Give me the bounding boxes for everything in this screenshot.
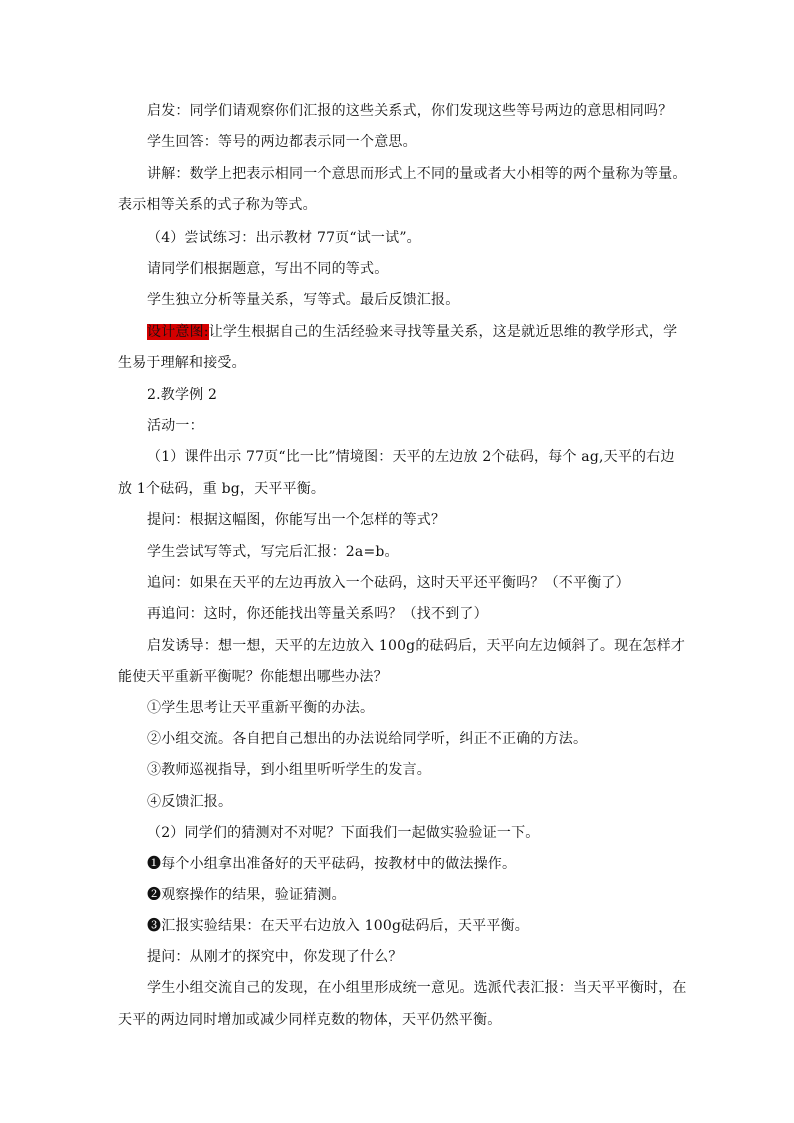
paragraph-activity-one: 活动一： bbox=[147, 418, 204, 434]
design-intent-label: 设计意图: bbox=[147, 324, 209, 340]
section-heading-example-2: 2.教学例 2 bbox=[147, 387, 218, 403]
paragraph-inspiration: 启发：同学们请观察你们汇报的这些关系式，你们发现这些等号两边的意思相同吗？ bbox=[147, 103, 673, 119]
paragraph-write-equations: 请同学们根据题意，写出不同的等式。 bbox=[147, 261, 389, 277]
paragraph-question: 提问：根据这幅图，你能写出一个怎样的等式？ bbox=[147, 512, 446, 528]
paragraph-explanation: 讲解：数学上把表示相同一个意思而形式上不同的量或者大小相等的两个量称为等量。 bbox=[147, 166, 687, 182]
list-item-observe: ❷观察操作的结果，验证猜测。 bbox=[147, 887, 346, 903]
paragraph-explanation-cont: 表示相等关系的式子称为等式。 bbox=[118, 197, 317, 213]
paragraph-guidance: 启发诱导：想一想，天平的左边放入 100g的砝码后，天平向左边倾斜了。现在怎样才 bbox=[147, 638, 686, 654]
design-intent-text: 让学生根据自己的生活经验来寻找等量关系，这是就近思维的教学形式，学 bbox=[208, 324, 678, 340]
paragraph-design-intent bbox=[147, 322, 677, 342]
paragraph-student-try: 学生尝试写等式，写完后汇报：2a=b。 bbox=[147, 544, 399, 560]
paragraph-practice: （4）尝试练习：出示教材 77页“试一试”。 bbox=[147, 230, 421, 246]
paragraph-student-answer: 学生回答：等号的两边都表示同一个意思。 bbox=[147, 134, 417, 150]
paragraph-discovery-question: 提问：从刚才的探究中，你发现了什么？ bbox=[147, 949, 403, 965]
list-item-take-balance: ❶每个小组拿出准备好的天平砝码，按教材中的做法操作。 bbox=[147, 856, 517, 872]
paragraph-follow-up: 追问：如果在天平的左边再放入一个砝码，这时天平还平衡吗？（不平衡了） bbox=[147, 575, 630, 591]
paragraph-guidance-cont: 能使天平重新平衡呢？你能想出哪些办法？ bbox=[118, 669, 388, 685]
list-item-think: ①学生思考让天平重新平衡的办法。 bbox=[147, 700, 375, 716]
paragraph-independent-analysis: 学生独立分析等量关系，写等式。最后反馈汇报。 bbox=[147, 292, 460, 308]
paragraph-experiment: （2）同学们的猜测对不对呢？下面我们一起做实验验证一下。 bbox=[147, 825, 540, 841]
list-item-teacher-guide: ③教师巡视指导，到小组里听听学生的发言。 bbox=[147, 762, 431, 778]
list-item-feedback: ④反馈汇报。 bbox=[147, 794, 233, 810]
paragraph-design-intent-cont: 生易于理解和接受。 bbox=[118, 355, 246, 371]
paragraph-group-discussion: 学生小组交流自己的发现，在小组里形成统一意见。选派代表汇报：当天平平衡时，在 bbox=[147, 980, 687, 996]
paragraph-courseware-cont: 放 1个砝码，重 bg，天平平衡。 bbox=[118, 481, 326, 497]
list-item-report-result: ❸汇报实验结果：在天平右边放入 100g砝码后，天平平衡。 bbox=[147, 918, 529, 934]
paragraph-follow-up-again: 再追问：这时，你还能找出等量关系吗？（找不到了） bbox=[147, 606, 488, 622]
paragraph-group-discussion-cont: 天平的两边同时增加或减少同样克数的物体，天平仍然平衡。 bbox=[118, 1012, 502, 1028]
list-item-group-exchange: ②小组交流。各自把自己想出的办法说给同学听，纠正不正确的方法。 bbox=[147, 731, 588, 747]
paragraph-courseware: （1）课件出示 77页“比一比”情境图：天平的左边放 2个砝码，每个 ag,天平的右边 bbox=[147, 449, 675, 465]
